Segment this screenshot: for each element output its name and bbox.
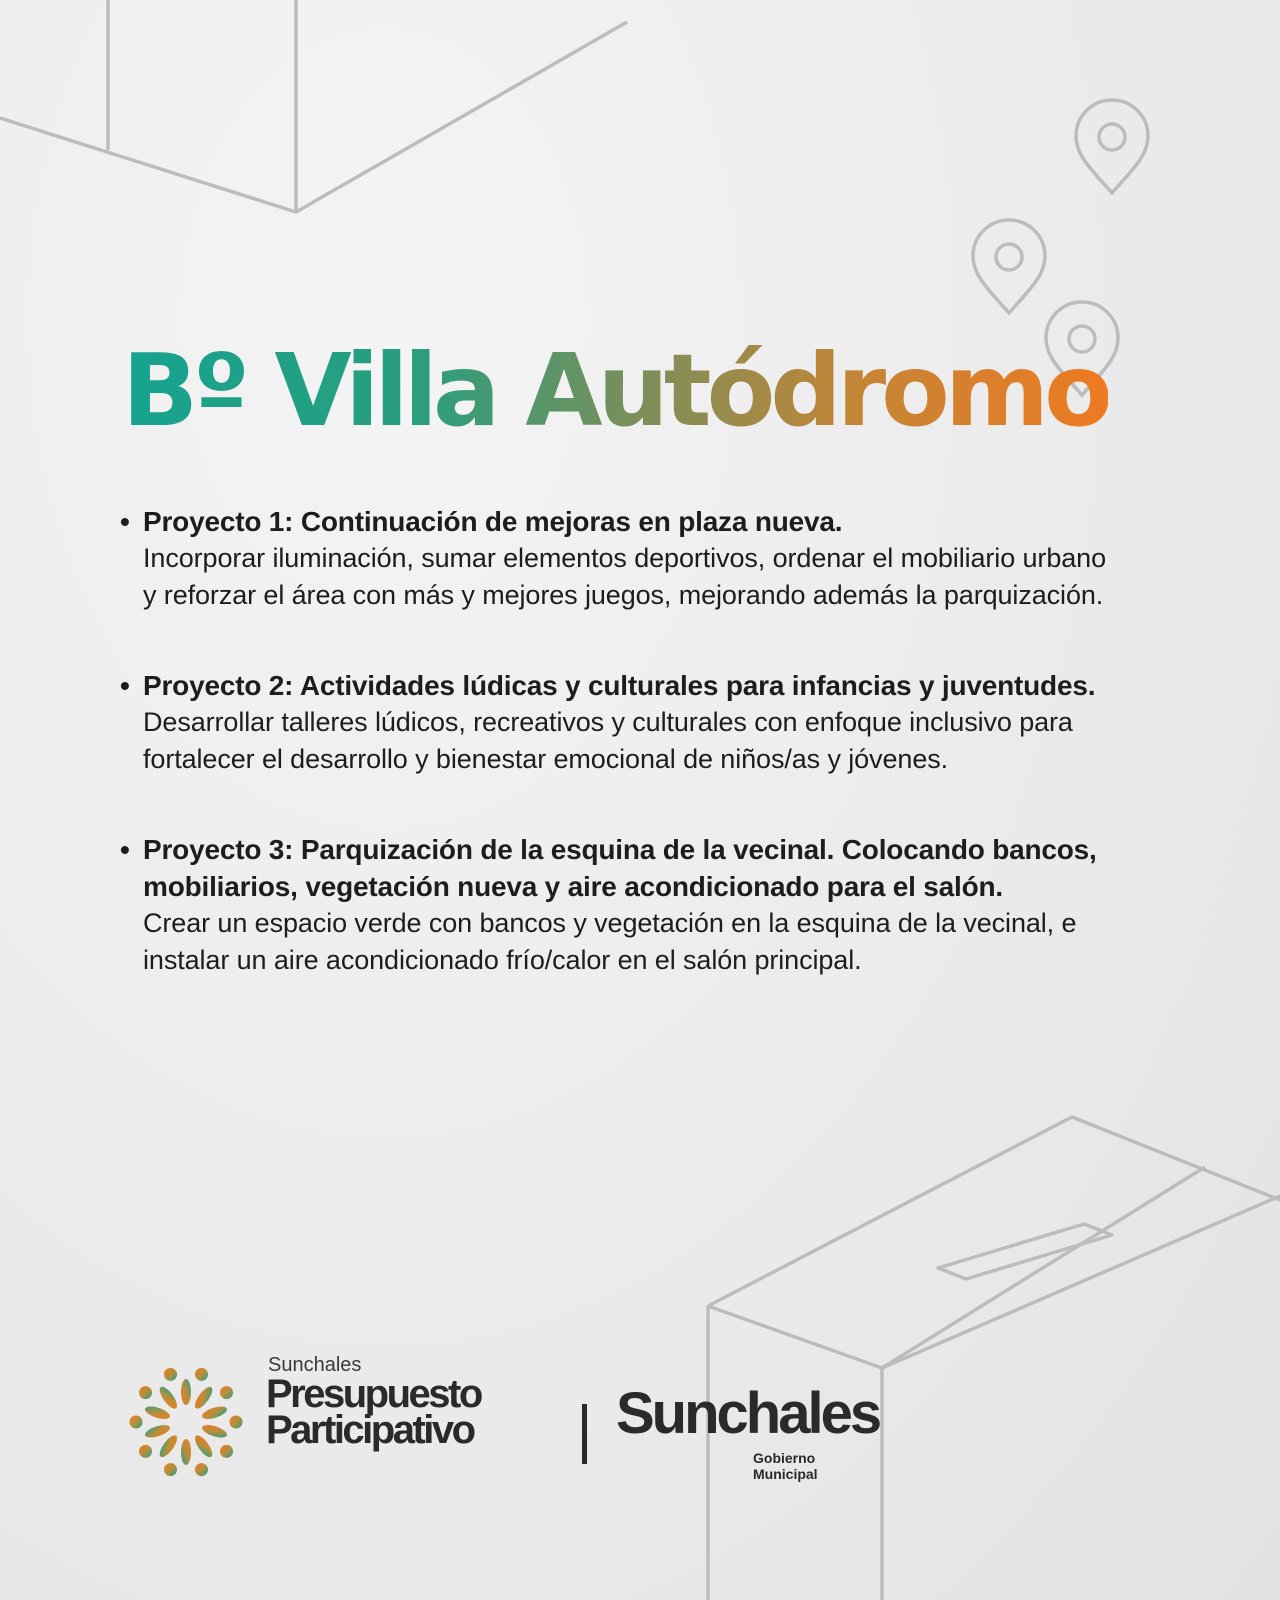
municipal-logo-subtitle: Gobierno Municipal [753, 1450, 818, 1482]
logo-divider [582, 1404, 587, 1464]
logo-person-head [130, 1416, 143, 1429]
logo-person-head [139, 1445, 152, 1458]
box-top-left-outline [0, 0, 627, 212]
project-heading: Proyecto 3: Parquización de la esquina de la vecinal. Colocando bancos, mobiliarios, vegetación nueva y aire acondicionado para el salón. [143, 834, 1097, 902]
project-description: Crear un espacio verde con bancos y vegetación en la esquina de la vecinal, e instalar un aire acondicionado frío/calor en el salón principal. [143, 908, 1077, 975]
municipal-logo-name: Sunchales [616, 1381, 880, 1446]
logo-person-arm [201, 1422, 229, 1440]
list-item-project-3 [120, 831, 1120, 979]
logo-person-arm [181, 1439, 191, 1465]
logo-person-head [164, 1368, 177, 1381]
logo-person-arm [144, 1422, 172, 1440]
logo-person-head [195, 1463, 208, 1476]
bullet-icon: • [120, 670, 130, 701]
presupuesto-participativo-logo-icon [126, 1362, 246, 1482]
bullet-icon: • [120, 506, 130, 537]
bullet-icon: • [120, 834, 130, 865]
logo-person-head [220, 1386, 233, 1399]
logo-person-arm [192, 1384, 215, 1411]
project-heading: Proyecto 2: Actividades lúdicas y culturales para infancias y juventudes. [143, 670, 1096, 701]
location-pin-icon [1076, 100, 1148, 193]
logo-person-arm [181, 1379, 191, 1405]
list-item-project-2 [120, 667, 1120, 778]
logo-person-arm [192, 1433, 215, 1460]
logo-person-arm [144, 1404, 172, 1422]
logo-person-arm [157, 1384, 180, 1411]
logo-person-head [230, 1416, 243, 1429]
logo-person-head [220, 1445, 233, 1458]
logo-person-arm [157, 1433, 180, 1460]
box-bottom-right-outline [708, 1117, 1280, 1600]
logo-person-arm [201, 1404, 229, 1422]
logo-person-head [139, 1386, 152, 1399]
project-description: Incorporar iluminación, sumar elementos deportivos, ordenar el mobiliario urbano y reforzar el área con más y mejores juegos, mejorando además la parquización. [143, 543, 1106, 610]
logo-city-label: Sunchales [268, 1354, 362, 1376]
logo-person-head [164, 1463, 177, 1476]
logo-program-name: Presupuesto Participativo [266, 1372, 481, 1452]
project-description: Desarrollar talleres lúdicos, recreativos y culturales con enfoque inclusivo para fortalecer el desarrollo y bienestar emocional de niños/as y jóvenes. [143, 707, 1073, 774]
list-item-project-1 [120, 503, 1120, 614]
page-title: Bº Villa Autódromo [122, 332, 1108, 449]
project-heading: Proyecto 1: Continuación de mejoras en plaza nueva. [143, 506, 843, 537]
logo-person-head [195, 1368, 208, 1381]
projects-list [120, 503, 1120, 1032]
location-pin-icon [973, 220, 1045, 313]
